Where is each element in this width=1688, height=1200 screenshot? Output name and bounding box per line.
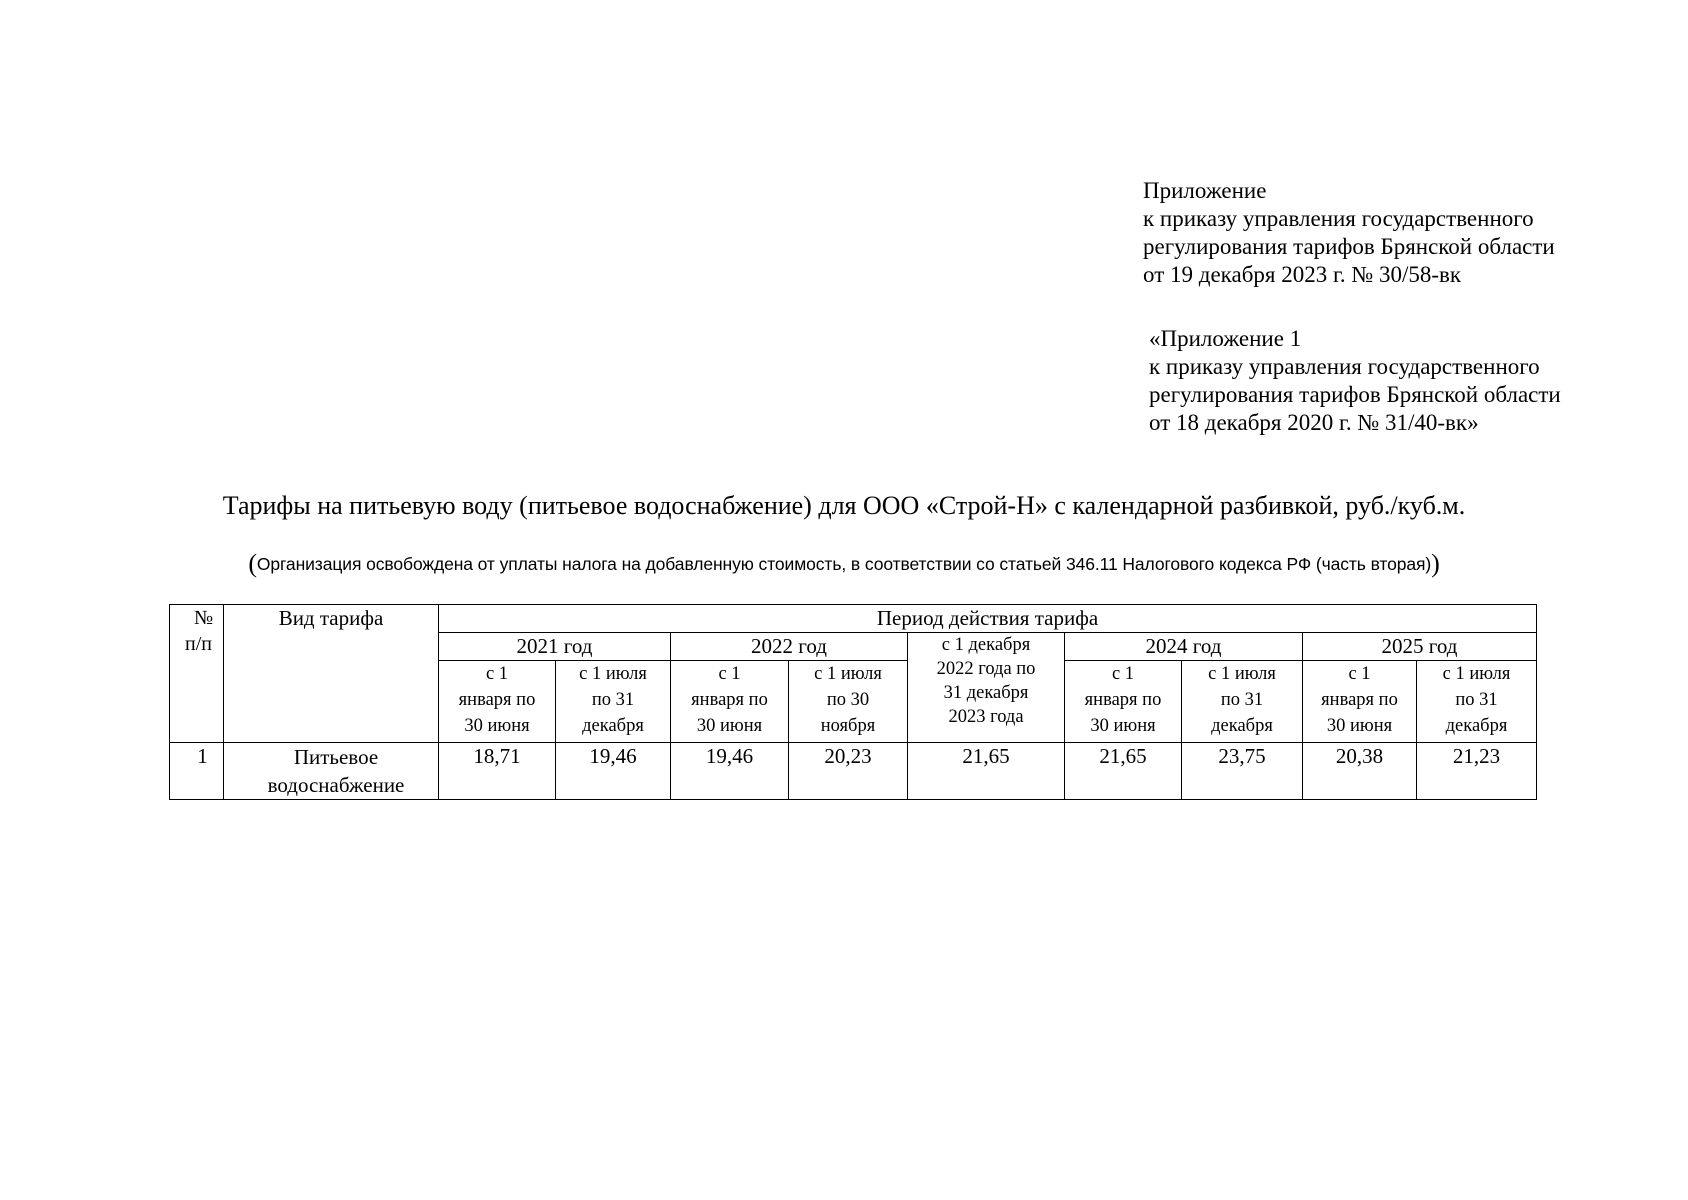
appendix-current-line: к приказу управления государственного [1143, 206, 1534, 231]
tariff-value: 19,46 [556, 743, 671, 800]
subperiod-line: 30 июня [1326, 716, 1393, 736]
tariffs-table [169, 604, 1537, 800]
subperiod-line: по 31 [1220, 690, 1264, 710]
header-subperiod [1303, 661, 1417, 743]
note-text: Организация освобождена от уплаты налога на добавленную стоимость, в соответствии со статьей 346.11 Налогового кодекса РФ (часть вторая) [256, 554, 1432, 574]
subperiod-line: января по [458, 690, 536, 710]
subperiod-line: января по [1321, 690, 1398, 710]
note-open-paren: ( [248, 549, 257, 578]
subperiod-line: 30 июня [1090, 716, 1156, 736]
subperiod-line: с 1 июля [1442, 664, 1511, 684]
subperiod-line: с 1 июля [579, 664, 647, 684]
tariff-kind-line: Питьевое [293, 745, 379, 769]
header-year-2025: 2025 год [1303, 633, 1537, 661]
document-title: Тарифы на питьевую воду (питьевое водоснабжение) для ООО «Строй-Н» с календарной разбивкой, руб./куб.м. [222, 491, 1466, 520]
tariff-value: 21,23 [1417, 743, 1537, 800]
header-subperiod [1417, 661, 1537, 743]
tariff-value: 18,71 [439, 743, 556, 800]
tariff-value: 21,65 [908, 743, 1065, 800]
header-num-sign: № [193, 607, 214, 629]
subperiod-line: 30 июня [464, 716, 530, 736]
subperiod-line: декабря [582, 716, 644, 736]
tariff-value: 21,65 [1065, 743, 1182, 800]
subperiod-line: с 1 июля [814, 664, 882, 684]
appendix-previous-line: регулирования тарифов Брянской области [1149, 382, 1561, 407]
appendix-previous-line: к приказу управления государственного [1149, 354, 1540, 379]
header-subperiod [671, 661, 789, 743]
row-number: 1 [170, 743, 224, 800]
header-dec-line: с 1 декабря [941, 635, 1031, 655]
tariff-value: 20,38 [1303, 743, 1417, 800]
table-row [170, 743, 1537, 800]
subperiod-line: декабря [1211, 716, 1273, 736]
tariff-value: 20,23 [789, 743, 908, 800]
header-dec-line: 2023 года [948, 707, 1024, 727]
tariff-value: 23,75 [1182, 743, 1303, 800]
header-subperiod [1065, 661, 1182, 743]
header-subperiod [1182, 661, 1303, 743]
header-dec-line: 31 декабря [943, 683, 1029, 703]
header-dec-line: 2022 года по [936, 659, 1036, 679]
subperiod-line: 30 июня [696, 716, 763, 736]
subperiod-line: января по [691, 690, 768, 710]
row-tariff-kind [224, 743, 439, 800]
appendix-current-line: от 19 декабря 2023 г. № 30/58-вк [1143, 262, 1462, 287]
subperiod-line: с 1 [1348, 664, 1371, 684]
header-num [170, 605, 224, 743]
subperiod-line: по 31 [591, 690, 635, 710]
header-period: Период действия тарифа [439, 605, 1537, 633]
subperiod-line: с 1 июля [1208, 664, 1276, 684]
header-year-2024: 2024 год [1065, 633, 1303, 661]
header-tariff-kind: Вид тарифа [224, 605, 439, 743]
appendix-previous-line: «Приложение 1 [1149, 326, 1302, 351]
note-close-paren: ) [1431, 549, 1440, 578]
appendix-previous-block [1149, 325, 1561, 437]
appendix-current-block [1143, 177, 1555, 289]
appendix-previous-line: от 18 декабря 2020 г. № 31/40-вк» [1149, 410, 1479, 435]
header-subperiod [789, 661, 908, 743]
tariff-value: 19,46 [671, 743, 789, 800]
vat-note [0, 550, 1688, 578]
header-subperiod [556, 661, 671, 743]
header-subperiod [439, 661, 556, 743]
header-num-pp: п/п [185, 633, 212, 655]
header-year-2021: 2021 год [439, 633, 671, 661]
tariff-kind-line: водоснабжение [267, 773, 405, 797]
header-dec-2022-2023 [908, 633, 1065, 743]
subperiod-line: с 1 [485, 664, 509, 684]
subperiod-line: января по [1084, 690, 1162, 710]
subperiod-line: декабря [1445, 716, 1508, 736]
header-year-2022: 2022 год [671, 633, 908, 661]
subperiod-line: с 1 [718, 664, 741, 684]
subperiod-line: по 31 [1455, 690, 1498, 710]
subperiod-line: ноября [820, 716, 876, 736]
subperiod-line: с 1 [1111, 664, 1135, 684]
subperiod-line: по 30 [826, 690, 870, 710]
appendix-current-line: Приложение [1143, 178, 1267, 203]
appendix-current-line: регулирования тарифов Брянской области [1143, 234, 1555, 259]
